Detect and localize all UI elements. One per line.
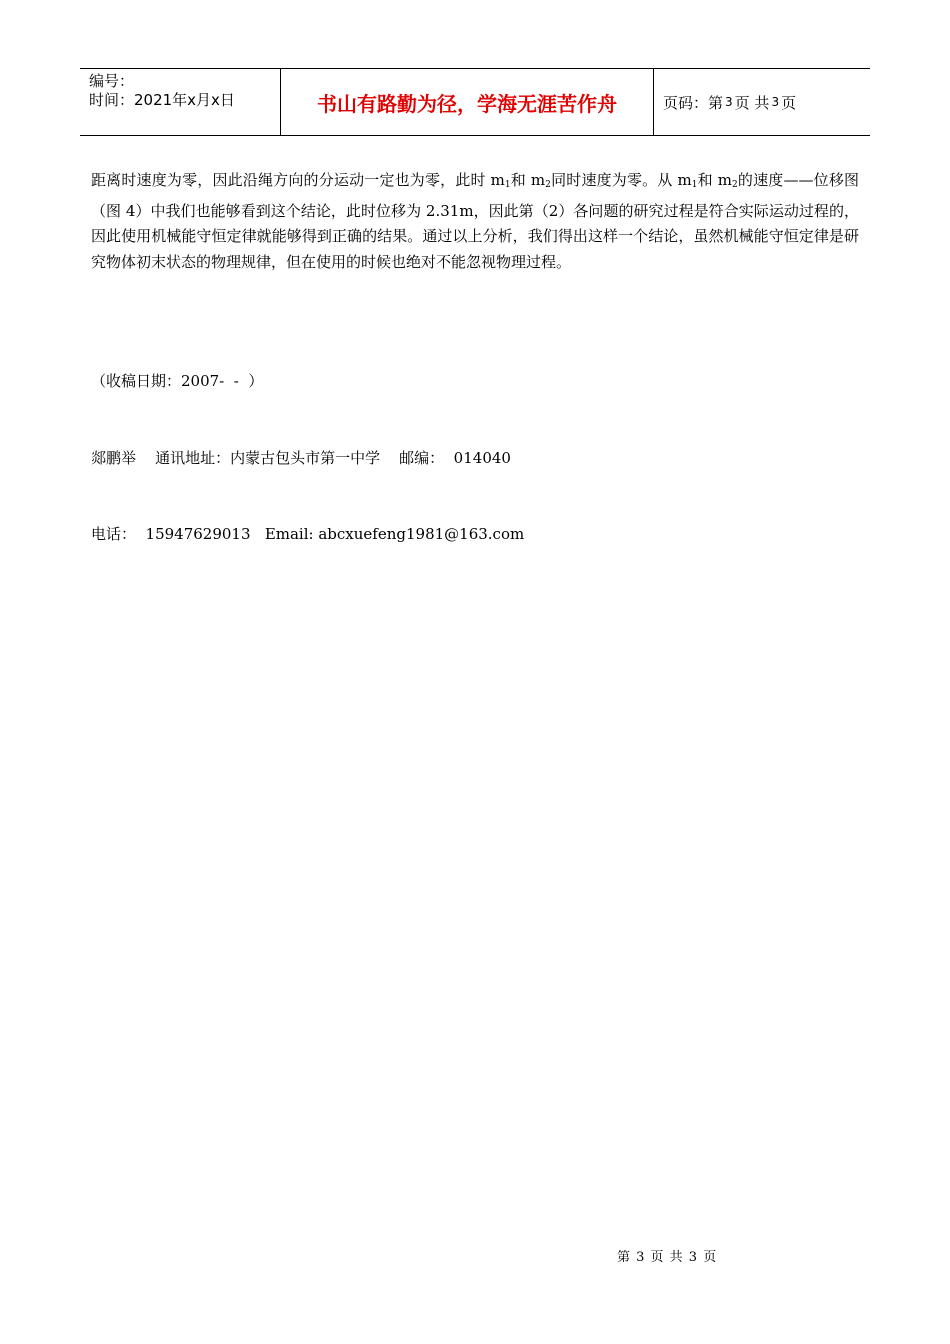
subscript: 1 — [691, 180, 698, 190]
author-address: 郯鹏举 通讯地址：内蒙古包头市第一中学 邮编： 014040 — [91, 448, 511, 467]
time-label: 时间：2021年x月x日 — [89, 91, 235, 109]
page-total: 3 — [771, 95, 780, 109]
received-date: （收稿日期：2007- - ） — [91, 372, 264, 390]
body-text-segment: 和 m — [510, 171, 546, 189]
page-label: 页码：第 — [663, 93, 724, 112]
page-mid: 页 共 — [734, 93, 770, 112]
number-label: 编号： — [89, 72, 135, 90]
subscript: 1 — [504, 180, 511, 190]
header-left-cell — [80, 69, 281, 135]
contact-info: 电话： 15947629013 Email: abcxuefeng1981@163.com — [91, 525, 525, 543]
header-page-cell — [654, 69, 870, 135]
page-footer: 第 3 页 共 3 页 — [617, 1250, 718, 1265]
body-text-segment: 同时速度为零。从 m — [550, 171, 692, 189]
body-paragraph — [91, 168, 859, 275]
subscript: 2 — [545, 180, 551, 190]
body-text-segment: 和 m — [697, 171, 732, 189]
document-header — [80, 68, 870, 136]
header-motto-cell — [281, 69, 654, 135]
motto-text: 书山有路勤为径，学海无涯苦作舟 — [317, 91, 617, 116]
page-end: 页 — [781, 93, 797, 112]
subscript: 2 — [732, 180, 738, 190]
body-text-segment: 距离时速度为零，因此沿绳方向的分运动一定也为零，此时 m — [91, 171, 505, 189]
article-meta — [91, 318, 524, 573]
body-text-segment: 的速度——位移图（图 4）中我们也能够看到这个结论，此时位移为 2.31m，因此第（2）各问题的研究过程是符合实际运动过程的，因此使用机械能守恒定律就能够得到正确的结果。通过以上分析，我们得出这样一个结论，虽然机械能守恒定律是研究物体初末状态的物理规律，但在使用的时候也绝对不能忽视物理过程。 — [91, 171, 860, 271]
page-current: 3 — [725, 95, 733, 109]
